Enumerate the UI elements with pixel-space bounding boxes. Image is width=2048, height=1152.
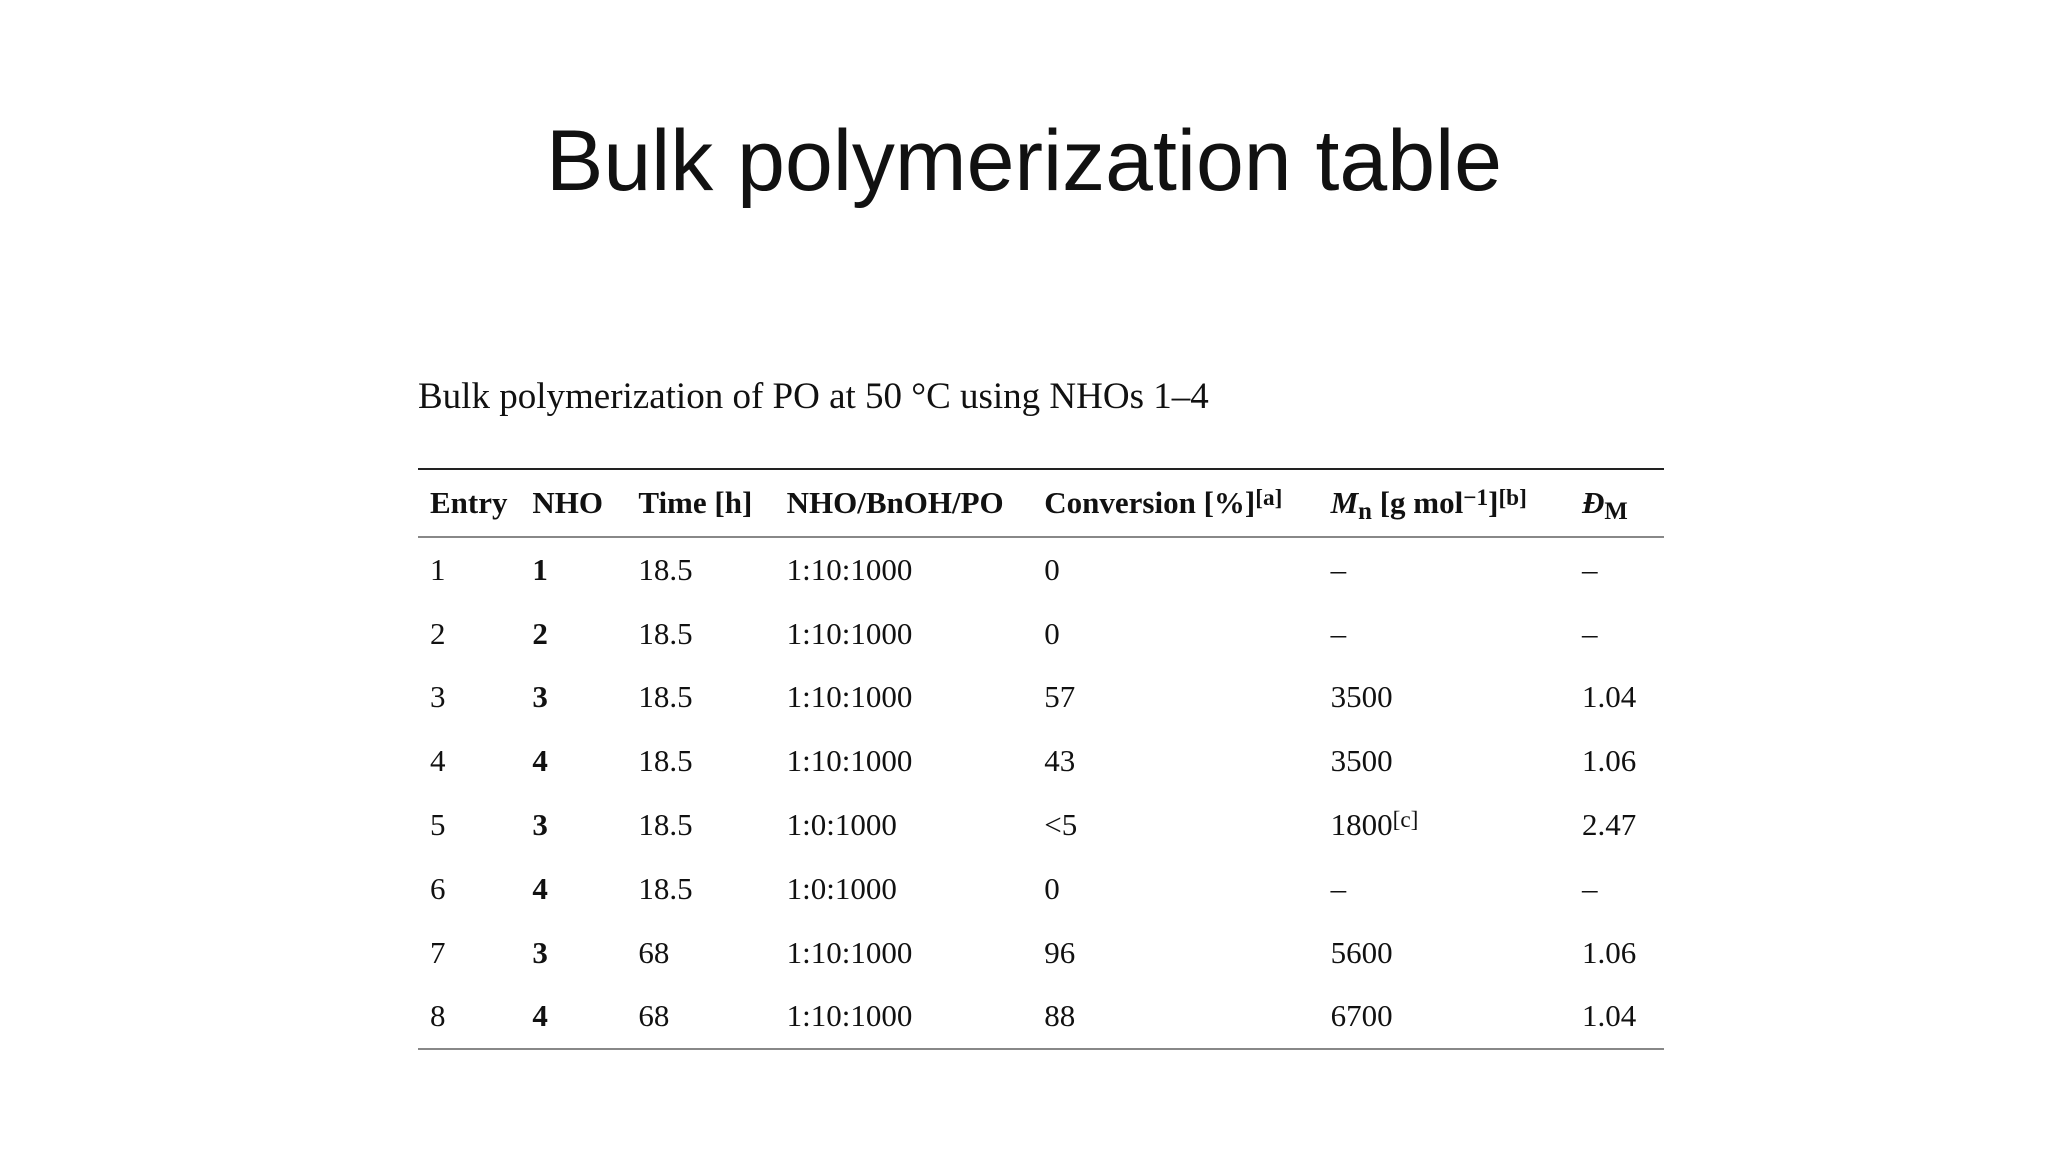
table-row [418, 666, 1664, 730]
cell-nho: 4 [532, 870, 548, 906]
cell-mn [1319, 793, 1570, 857]
cell-dm: 1.04 [1581, 679, 1637, 715]
polymerization-table-container [418, 468, 1664, 1050]
cell-mn-value: 5600 [1330, 934, 1393, 970]
header-dispersity [1570, 469, 1664, 537]
cell-mn-value: – [1330, 551, 1347, 587]
header-mn [1319, 469, 1570, 537]
header-mn-unit-close: ] [1488, 485, 1499, 520]
cell-mn-value: – [1330, 870, 1347, 906]
cell-entry: 3 [430, 679, 446, 715]
table-body [418, 537, 1664, 1049]
cell-conversion: <5 [1044, 807, 1078, 843]
table-row [418, 602, 1664, 666]
cell-mn-value: – [1330, 615, 1347, 651]
cell-mn-value: 1800 [1330, 807, 1393, 843]
cell-conversion: 0 [1044, 615, 1060, 651]
cell-dm: 1.04 [1581, 998, 1637, 1034]
header-nho: NHO [532, 485, 604, 520]
cell-mn-note: [c] [1392, 806, 1419, 833]
cell-ratio: 1:10:1000 [786, 998, 913, 1034]
header-dm-symbol: Đ [1581, 485, 1605, 520]
cell-conversion: 0 [1044, 551, 1060, 587]
cell-time: 18.5 [638, 743, 693, 779]
header-ratio: NHO/BnOH/PO [786, 485, 1004, 520]
header-mn-note: [b] [1498, 484, 1527, 511]
header-mn-unit-exponent: −1 [1463, 484, 1489, 511]
cell-nho: 3 [532, 934, 548, 970]
table-row [418, 985, 1664, 1050]
cell-time: 68 [638, 934, 670, 970]
cell-entry: 6 [430, 870, 446, 906]
cell-nho: 2 [532, 615, 548, 651]
cell-conversion: 0 [1044, 870, 1060, 906]
header-mn-subscript: n [1358, 498, 1372, 526]
header-mn-symbol: M [1330, 485, 1359, 520]
cell-mn [1319, 602, 1570, 666]
table-header [418, 469, 1664, 537]
cell-mn [1319, 857, 1570, 921]
cell-nho: 3 [532, 679, 548, 715]
table-caption: Bulk polymerization of PO at 50 °C using NHOs 1–4 [418, 376, 1209, 417]
cell-time: 68 [638, 998, 670, 1034]
header-entry: Entry [430, 485, 508, 520]
cell-entry: 8 [430, 998, 446, 1034]
cell-entry: 5 [430, 807, 446, 843]
cell-mn [1319, 537, 1570, 602]
cell-time: 18.5 [638, 615, 693, 651]
cell-dm: – [1581, 615, 1598, 651]
cell-conversion: 57 [1044, 679, 1076, 715]
header-row [418, 469, 1664, 537]
cell-dm: – [1581, 870, 1598, 906]
cell-time: 18.5 [638, 551, 693, 587]
table-row [418, 793, 1664, 857]
header-conversion-note: [a] [1255, 484, 1283, 511]
cell-time: 18.5 [638, 679, 693, 715]
cell-entry: 2 [430, 615, 446, 651]
header-conversion-label: Conversion [%] [1044, 485, 1256, 520]
slide-title: Bulk polymerization table [545, 113, 1503, 209]
cell-nho: 3 [532, 807, 548, 843]
header-mn-unit: [g mol [1371, 485, 1464, 520]
cell-ratio: 1:10:1000 [786, 679, 913, 715]
cell-mn [1319, 729, 1570, 793]
cell-entry: 4 [430, 743, 446, 779]
cell-mn-value: 3500 [1330, 679, 1393, 715]
cell-conversion: 96 [1044, 934, 1076, 970]
table-row [418, 857, 1664, 921]
cell-mn [1319, 985, 1570, 1050]
cell-ratio: 1:10:1000 [786, 743, 913, 779]
cell-nho: 1 [532, 551, 548, 587]
cell-dm: 1.06 [1581, 934, 1637, 970]
cell-time: 18.5 [638, 870, 693, 906]
cell-ratio: 1:0:1000 [786, 807, 897, 843]
cell-dm: 2.47 [1581, 807, 1637, 843]
header-dm-subscript: M [1604, 498, 1628, 526]
cell-entry: 7 [430, 934, 446, 970]
cell-conversion: 43 [1044, 743, 1076, 779]
cell-entry: 1 [430, 551, 446, 587]
cell-dm: 1.06 [1581, 743, 1637, 779]
cell-nho: 4 [532, 998, 548, 1034]
cell-time: 18.5 [638, 807, 693, 843]
cell-mn [1319, 921, 1570, 985]
table-row [418, 537, 1664, 602]
cell-nho: 4 [532, 743, 548, 779]
table-row [418, 729, 1664, 793]
cell-mn-value: 3500 [1330, 743, 1393, 779]
cell-ratio: 1:10:1000 [786, 551, 913, 587]
cell-mn-value: 6700 [1330, 998, 1393, 1034]
cell-ratio: 1:0:1000 [786, 870, 897, 906]
header-conversion [1032, 469, 1318, 537]
cell-ratio: 1:10:1000 [786, 615, 913, 651]
table-row [418, 921, 1664, 985]
polymerization-table [418, 468, 1664, 1050]
cell-dm: – [1581, 551, 1598, 587]
cell-mn [1319, 666, 1570, 730]
cell-ratio: 1:10:1000 [786, 934, 913, 970]
header-time: Time [h] [638, 485, 753, 520]
cell-conversion: 88 [1044, 998, 1076, 1034]
